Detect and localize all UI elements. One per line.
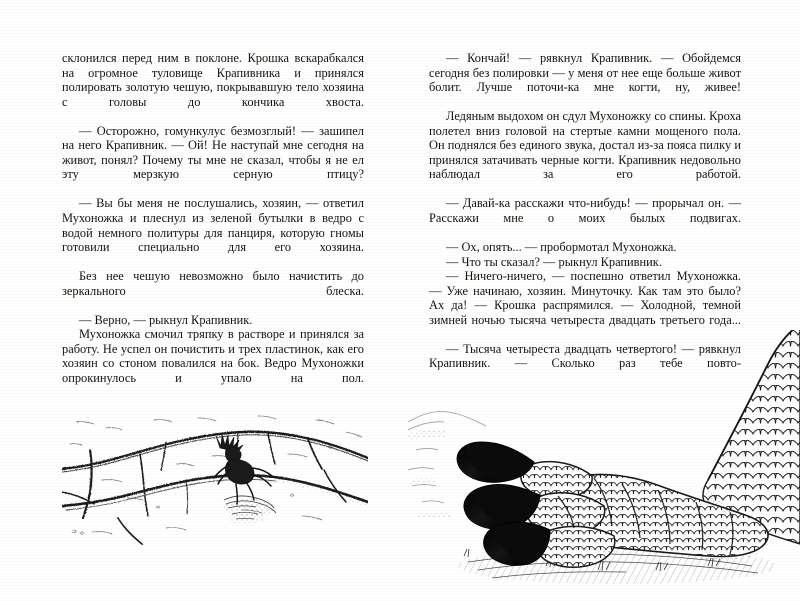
illustration-cracked-stone-pavement [62, 406, 368, 556]
paragraph: Ледяным выдохом он сдул Мухоножку со спины. Кроха полетел вниз головой на стертые камни мощеного пола. Он поднялся без единого звука, достал из-за пояса пилку и принялся затачивать черные когти. Крапивник недовольно наблюдал за его работой. [429, 109, 741, 182]
paragraph: Мухоножка смочил тряпку в растворе и принялся за работу. Не успел он почистить и трех пластинок, как его хозяин со стоном повалился на бок. Ведро Мухоножки опрокинулось и упало на пол. [62, 327, 364, 386]
text-column-left [62, 51, 364, 400]
illustration-dragon-claw [408, 330, 800, 592]
paragraph: — Верно, — рыкнул Крапивник. [79, 312, 253, 327]
paragraph: — Давай-ка расскажи что-нибудь! — прорычал он. — Расскажи мне о моих былых подвигах. [429, 196, 741, 226]
paragraph: — Осторожно, гомункулус безмозглый! — зашипел на него Крапивник. — Ой! Не наступай мне сегодня на живот, понял? Почему ты мне не сказал, чтобы я не ел эту мерзкую серную птицу? [62, 123, 364, 182]
paragraph: — Ох, опять... — пробормотал Мухоножка. [446, 240, 677, 255]
paragraph: — Что ты сказал? — рыкнул Крапивник. [446, 254, 662, 269]
paragraph: Без нее чешую невозможно было начистить до зеркального блеска. [62, 269, 364, 298]
paragraph: — Тысяча четыреста двадцать четвертого! — рявкнул Крапивник. — Сколько раз тебе повто- [429, 341, 741, 371]
creature-figure [214, 434, 276, 524]
paragraph: — Ничего-ничего, — поспешно ответил Мухоножка. — Уже начинаю, хозяин. Минуточку. Как там это было? Ах да! — Крошка распрямился. — Холодной, темной зимней ночью тысяча четыреста двадцать третьего года... [429, 269, 741, 327]
paragraph: — Кончай! — рявкнул Крапивник. — Обойдемся сегодня без полировки — у меня от нее еще больше живот болит. Лучше поточи-ка мне когти, ну, живее! [429, 51, 741, 95]
paragraph: склонился перед ним в поклоне. Крошка вскарабкался на огромное туловище Крапивника и принялся полировать золотую чешую, покрывавшую тело хозяина с головы до кончика хвоста. [62, 51, 364, 109]
paragraph: — Вы бы меня не послушались, хозяин, — ответил Мухоножка и плеснул из зеленой бутылки в ведро с водой немного политуры для панциря, которую гномы готовили специально для его хозяина. [62, 196, 364, 255]
